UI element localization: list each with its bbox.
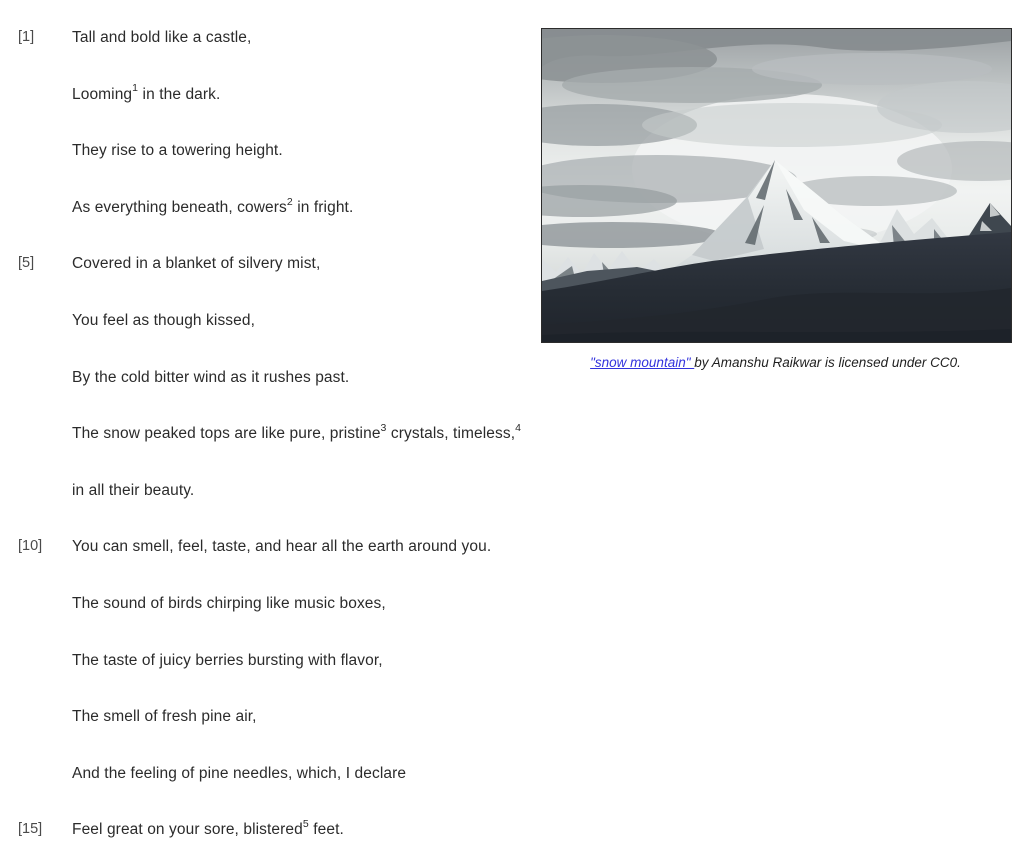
poem-line <box>18 650 778 671</box>
line-number: [10] <box>18 538 43 555</box>
poem-line-text: They rise to a towering height. <box>72 142 283 160</box>
poem-line-text: Covered in a blanket of silvery mist, <box>72 255 321 273</box>
poem-line-text: By the cold bitter wind as it rushes past. <box>72 368 350 386</box>
footnote-marker: 2 <box>286 195 293 208</box>
poem-line-text: You feel as though kissed, <box>72 311 255 329</box>
footnote-marker: 1 <box>132 82 139 95</box>
poem-line-text: Feel great on your sore, blistered$^5$ feet. <box>72 818 344 839</box>
poem-line <box>18 819 778 840</box>
footnote-marker: 3 <box>380 422 387 434</box>
poem-line <box>18 593 778 614</box>
photo-caption <box>541 354 1010 371</box>
footnote-marker: 5 <box>302 818 309 831</box>
poem-line <box>18 536 778 557</box>
poem-line-text: Tall and bold like a castle, <box>72 29 252 46</box>
poem-line-text: Looming$^1$ in the dark. <box>72 82 221 103</box>
poem-line-text: And the feeling of pine needles, which, I declare <box>72 764 407 782</box>
poem-line-text: in all their beauty. <box>72 481 195 499</box>
poem-line-text: The taste of juicy berries bursting with flavor, <box>72 651 383 669</box>
line-number: [5] <box>18 255 35 272</box>
poem-line-text: As everything beneath, cowers$^2$ in fright. <box>72 195 354 216</box>
poem-line <box>18 480 778 501</box>
caption-link[interactable]: "snow mountain" <box>590 355 695 370</box>
poem-line-text: The smell of fresh pine air, <box>72 708 257 726</box>
mountain-figure <box>541 28 1010 371</box>
mountain-photo-image <box>541 28 1012 343</box>
poem-line-text: The snow peaked tops are like pure, pristine$^3$ crystals, timeless,$^4$ <box>72 422 522 443</box>
poem-line <box>18 706 778 727</box>
poem-line <box>18 423 778 444</box>
line-number: [1] <box>18 29 35 45</box>
caption-attribution: by Amanshu Raikwar is licensed under CC0. <box>694 355 961 370</box>
poem-line <box>18 763 778 784</box>
line-number: [15] <box>18 821 43 838</box>
poem-line-text: You can smell, feel, taste, and hear all the earth around you. <box>72 538 492 556</box>
poem-line-text: The sound of birds chirping like music boxes, <box>72 594 386 612</box>
footnote-marker: 4 <box>515 422 522 434</box>
